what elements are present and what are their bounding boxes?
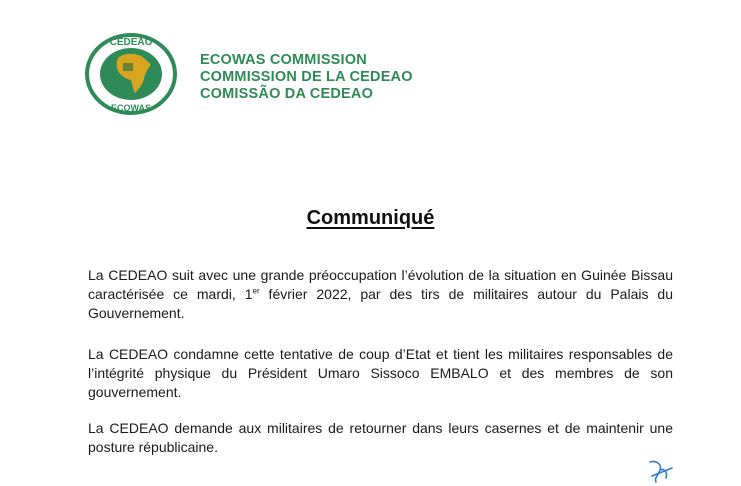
paragraph-1-text: La CEDEAO suit avec une grande préoccupation l’évolution de la situation en Guinée Bissau caractérisée ce mardi, 1: [88, 267, 673, 302]
org-name-en: ECOWAS COMMISSION: [200, 52, 367, 68]
logo-text-bottom: ECOWAS: [110, 103, 152, 113]
paragraph-1-text-cont: février 2022, par des tirs de militaires autour du Palais du Gouvernement.: [88, 286, 673, 321]
organization-names: [200, 52, 413, 103]
ecowas-logo: [85, 33, 177, 115]
paragraph-1: [88, 266, 673, 323]
page-title: Communiqué: [306, 207, 435, 229]
signature-mark: [646, 458, 676, 486]
logo-text-top: CEDEAO: [109, 37, 153, 48]
paragraph-2: La CEDEAO condamne cette tentative de coup d’Etat et tient les militaires responsables de l’intégrité physique du Président Umaro Sissoco EMBALO et des membres de son gouvernement.: [88, 346, 673, 400]
paragraph-3: La CEDEAO demande aux militaires de retourner dans leurs casernes et de maintenir une posture républicaine.: [88, 420, 673, 455]
org-name-pt: COMISSÃO DA CEDEAO: [200, 86, 374, 102]
org-name-fr: COMMISSION DE LA CEDEAO: [200, 69, 413, 85]
ordinal-superscript: er: [252, 286, 260, 296]
